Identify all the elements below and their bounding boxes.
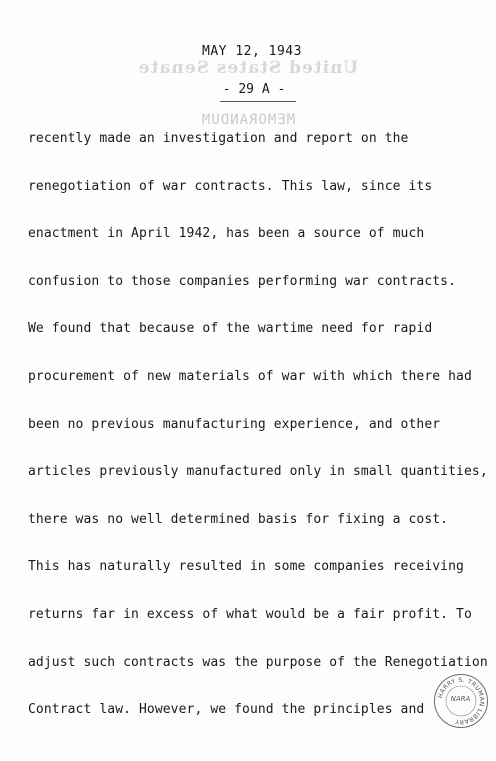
body-line: We found that because of the wartime need for rapid (28, 321, 433, 337)
body-line: Contract law. However, we found the principles and (28, 702, 425, 718)
page-number: - 29 A - (222, 82, 286, 97)
body-line: adjust such contracts was the purpose of the Renegotiation (28, 654, 488, 670)
body-line: articles previously manufactured only in small quantities, (28, 464, 488, 480)
body-line: returns far in excess of what would be a fair profit. To (28, 606, 472, 622)
body-line: been no previous manufacturing experience, and other (28, 416, 441, 432)
stamp-center-text: NARA (450, 695, 471, 703)
body-line: confusion to those companies performing war contracts. (28, 273, 457, 289)
body-line: This has naturally resulted in some companies receiving (28, 559, 464, 575)
body-line: renegotiation of war contracts. This law, since its (28, 178, 433, 194)
library-stamp (434, 674, 488, 728)
reverse-memo-show-through: MEMORANDUM (200, 112, 296, 128)
body-line: recently made an investigation and report on the (28, 131, 409, 146)
body-line: there was no well determined basis for fixing a cost. (28, 511, 449, 527)
page-number-underline (220, 101, 296, 102)
body-line: procurement of new materials of war with which there had (28, 368, 472, 384)
body-text (28, 128, 492, 747)
reverse-letterhead-show-through: United States Senate (137, 58, 359, 78)
stamp-ring-text: HARRY S. TRUMAN LIBRARY (437, 676, 486, 726)
document-date: MAY 12, 1943 (202, 44, 302, 59)
body-line: enactment in April 1942, has been a source of much (28, 226, 425, 242)
